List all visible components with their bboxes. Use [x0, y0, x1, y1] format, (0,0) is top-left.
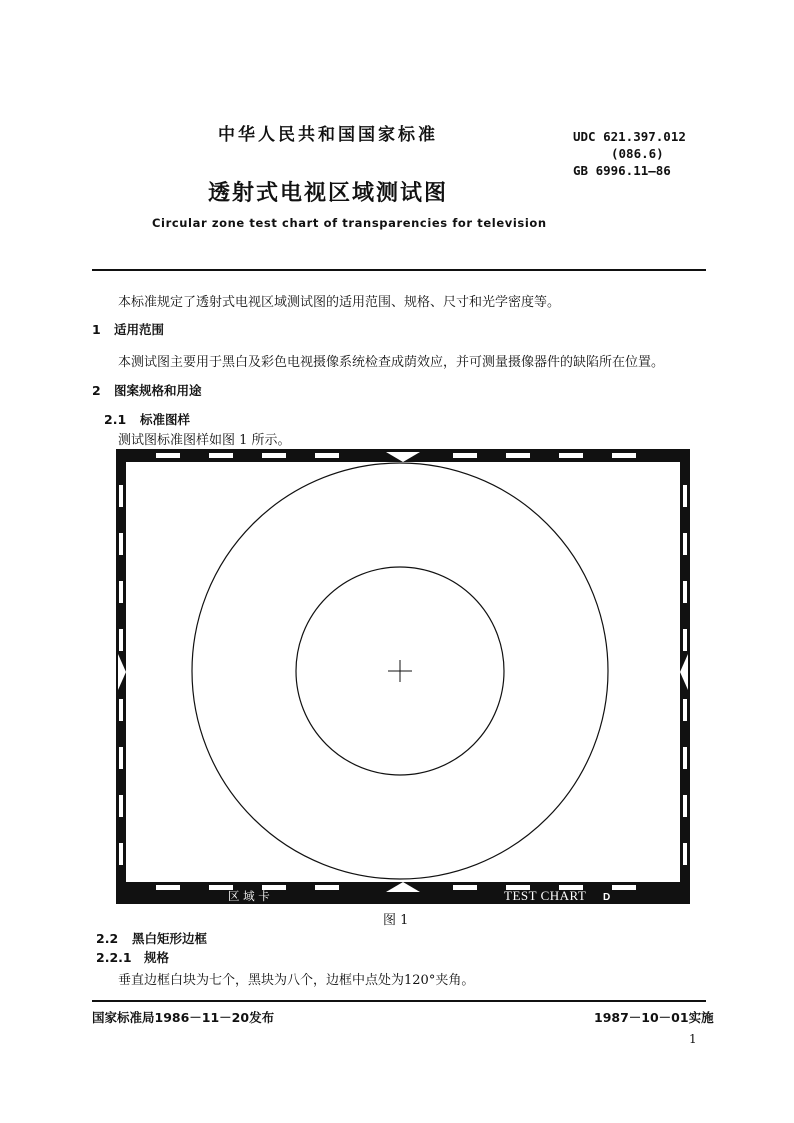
- section-title: 适用范围: [114, 322, 165, 337]
- section-2-2-1-heading: [96, 948, 169, 966]
- test-chart-figure: [116, 449, 690, 904]
- section-number: 1: [92, 322, 101, 337]
- intro-paragraph: 本标准规定了透射式电视区域测试图的适用范围、规格、尺寸和光学密度等。: [118, 295, 561, 310]
- section-title: 黑白矩形边框: [132, 931, 208, 946]
- chart-interior: [126, 462, 680, 882]
- section-title: 规格: [144, 950, 170, 965]
- section-1-heading: [92, 320, 164, 338]
- issue-date: 国家标准局1986－11－20发布: [92, 1010, 275, 1025]
- section-2-2-heading: [96, 929, 207, 947]
- section-number: 2: [92, 383, 101, 398]
- chart-label-en: TEST CHART: [504, 888, 587, 903]
- section-title: 图案规格和用途: [114, 383, 202, 398]
- chart-label-cn: 区 域 卡: [228, 889, 270, 903]
- section-2-1-text: 测试图标准图样如图 1 所示。: [118, 433, 291, 448]
- section-2-heading: [92, 381, 202, 399]
- section-number: 2.2: [96, 931, 119, 946]
- chart-label-suffix: D: [603, 892, 611, 903]
- document-title-english: Circular zone test chart of transparencies for television: [152, 216, 547, 230]
- section-1-text: 本测试图主要用于黑白及彩色电视摄像系统检查成荫效应，并可测量摄像器件的缺陷所在位置。: [118, 355, 665, 370]
- section-2-1-heading: [104, 410, 190, 428]
- section-number: 2.2.1: [96, 950, 132, 965]
- classification-block: [573, 128, 686, 179]
- issuing-country-standard: 中华人民共和国国家标准: [218, 125, 438, 145]
- section-number: 2.1: [104, 412, 127, 427]
- udc-subcode: (086.6): [611, 146, 664, 161]
- section-2-2-1-text: 垂直边框白块为七个，黑块为八个，边框中点处为120°夹角。: [118, 973, 475, 988]
- header-divider: [92, 269, 706, 271]
- effective-date: 1987－10－01实施: [594, 1010, 714, 1025]
- figure-caption: 图 1: [383, 913, 409, 928]
- document-title: 透射式电视区域测试图: [208, 180, 449, 206]
- footer-divider: [92, 1000, 706, 1002]
- section-title: 标准图样: [140, 412, 191, 427]
- udc-code: UDC 621.397.012: [573, 129, 686, 144]
- gb-code: GB 6996.11—86: [573, 163, 671, 178]
- page-number: 1: [689, 1032, 697, 1046]
